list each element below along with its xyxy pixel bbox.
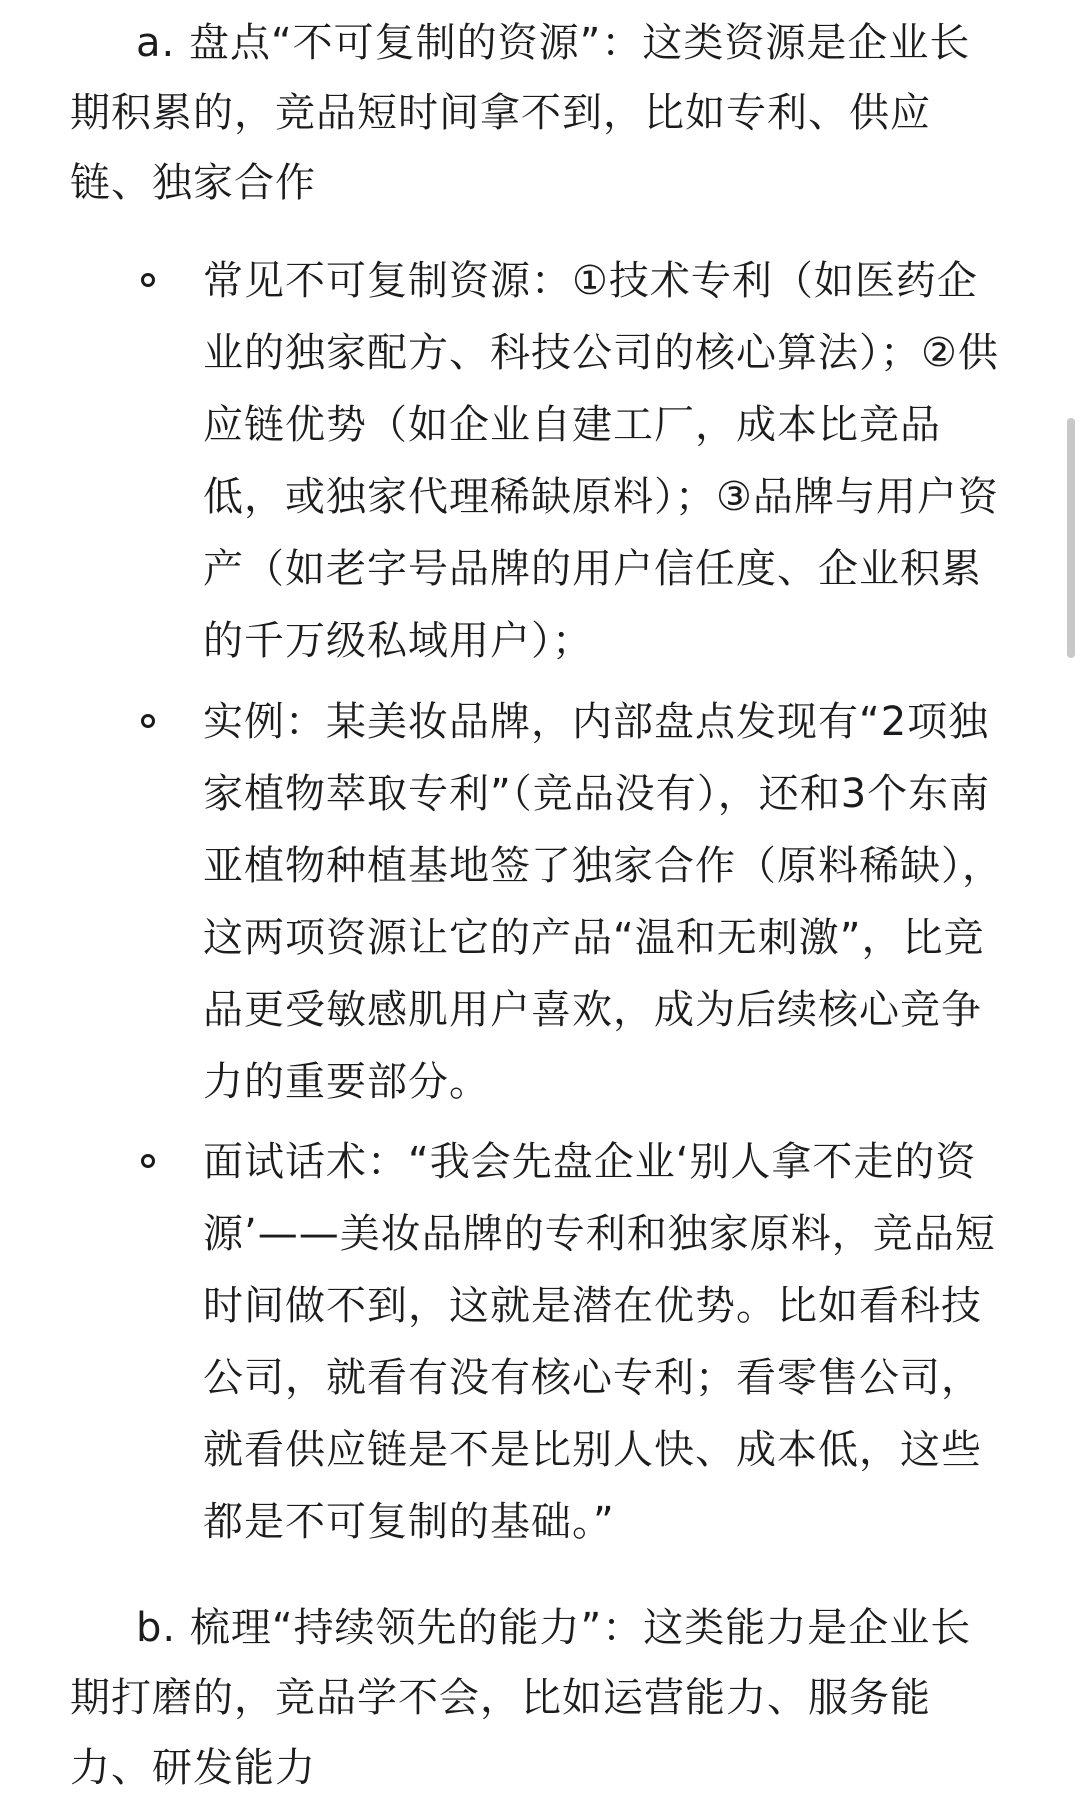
vertical-scrollbar[interactable]	[1066, 0, 1080, 1803]
hollow-circle-bullet-icon	[141, 714, 155, 728]
hollow-circle-bullet-icon	[141, 1154, 155, 1168]
scrollbar-thumb[interactable]	[1067, 418, 1075, 658]
list-item-text: 常见不可复制资源：①技术专利（如医药企业的独家配方、科技公司的核心算法）；②供应链优势（如企业自建工厂，成本比竞品低，或独家代理稀缺原料）；③品牌与用户资产（如老字号品牌的用户信任度、企业积累的千万级私域用户）；	[203, 258, 999, 664]
hollow-circle-bullet-icon	[141, 273, 155, 287]
paragraph-a: a. 盘点“不可复制的资源”：这类资源是企业长期积累的，竞品短时间拿不到，比如专利、供应链、独家合作	[70, 20, 971, 206]
paragraph-b: b. 梳理“持续领先的能力”：这类能力是企业长期打磨的，竞品学不会，比如运营能力、服务能力、研发能力	[70, 1605, 972, 1791]
list-item-text: 实例：某美妆品牌，内部盘点发现有“2项独家植物萃取专利”（竞品没有），还和3个东南亚植物种植基地签了独家合作（原料稀缺），这两项资源让它的产品“温和无刺激”，比竞品更受敏感肌用户喜欢，成为后续核心竞争力的重要部分。	[203, 699, 1003, 1105]
list-item-text: 面试话术：“我会先盘企业‘别人拿不走的资源’——美妆品牌的专利和独家原料，竞品短时间做不到，这就是潜在优势。比如看科技公司，就看有没有核心专利；看零售公司，就看供应链是不是比别人快、成本低，这些都是不可复制的基础。”	[203, 1139, 996, 1545]
